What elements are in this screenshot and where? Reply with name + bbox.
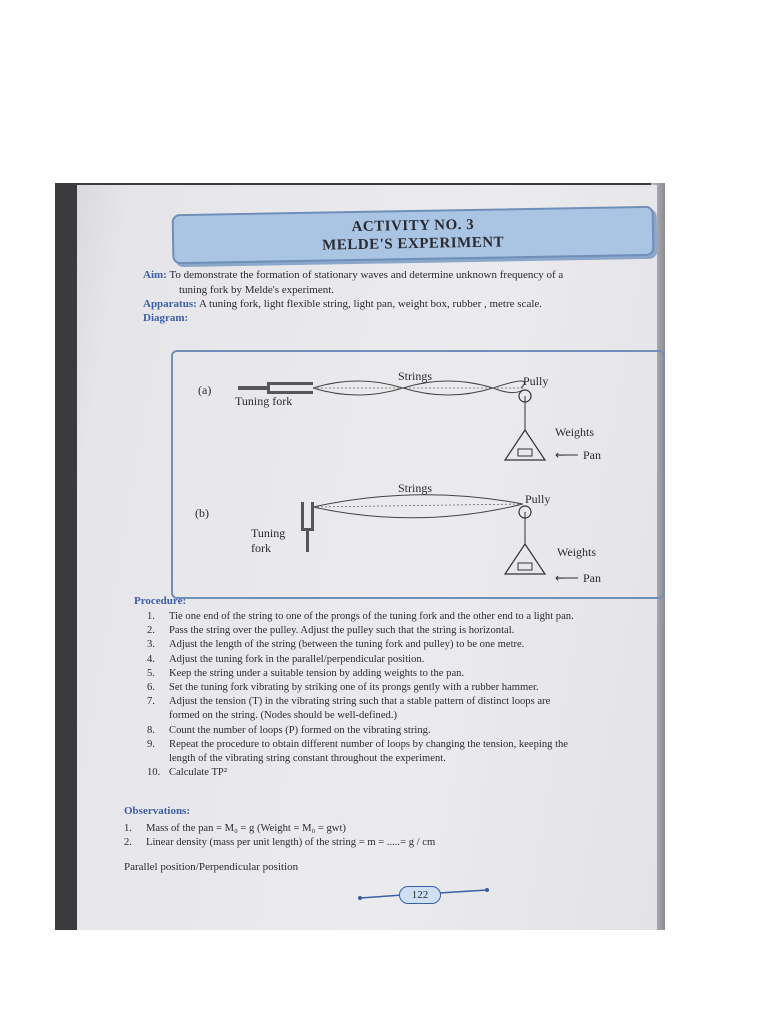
observations-label: Observations: [124, 805, 190, 817]
pan-label-b: Pan [583, 571, 601, 585]
procedure-item [147, 738, 657, 766]
page-number-ornament [355, 885, 495, 905]
procedure-item-number: 2. [147, 625, 155, 637]
procedure-label: Procedure: [134, 595, 187, 607]
apparatus-label: Apparatus: [143, 298, 197, 310]
procedure-item-line: Adjust the tuning fork in the parallel/perpendicular position. [169, 653, 425, 665]
procedure-item-text [169, 681, 539, 695]
procedure-item-line: Repeat the procedure to obtain different number of loops by changing the tension, keeping the [169, 738, 569, 750]
diagram-box [171, 350, 665, 599]
procedure-item-line: Calculate TP² [169, 767, 227, 779]
procedure-item [147, 724, 657, 738]
procedure-item-line: Adjust the length of the string (between the tuning fork and pulley) to be one metre. [169, 639, 525, 651]
activity-title: MELDE'S EXPERIMENT [322, 234, 505, 254]
string-loop-b [313, 495, 523, 518]
procedure-item [147, 653, 657, 667]
svg-text:←: ← [555, 448, 566, 462]
procedure-item-number: 1. [147, 611, 155, 622]
procedure-item-line: formed on the string. (Nodes should be well-defined.) [169, 710, 398, 722]
procedure-item-text [169, 738, 568, 766]
procedure-item-line: Adjust the tension (T) in the vibrating string such that a stable pattern of distinct loops are [169, 696, 551, 708]
procedure-item [147, 667, 657, 681]
procedure-item-line: Pass the string over the pulley. Adjust the pulley such that the string is horizontal. [169, 625, 515, 637]
procedure-item [147, 681, 657, 695]
observation-item-number: 2. [124, 837, 132, 849]
procedure-item [147, 638, 657, 652]
page-number: 122 [399, 886, 441, 904]
procedure-item-text [169, 695, 550, 723]
observation-item [124, 836, 634, 850]
apparatus-line [143, 297, 542, 311]
procedure-item-text [169, 667, 464, 681]
procedure-item-line: Keep the string under a suitable tension by adding weights to the pan. [169, 667, 465, 679]
weights-a-icon [518, 449, 532, 456]
observations-list [124, 822, 634, 850]
observation-item-text: Linear density (mass per unit length) of the string = m = .....= g / cm [146, 837, 436, 849]
pan-label-a: Pan [583, 448, 601, 462]
apparatus-text: A tuning fork, light flexible string, light pan, weight box, rubber , metre scale. [198, 298, 543, 310]
procedure-item-line: length of the vibrating string constant throughout the experiment. [169, 753, 446, 765]
procedure-item-line: Count the number of loops (P) formed on the vibrating string. [169, 724, 431, 736]
string-loops-a [313, 381, 525, 395]
strings-label-b: Strings [398, 481, 433, 495]
procedure-item-line: Tie one end of the string to one of the prongs of the tuning fork and the other end to a light pan. [169, 611, 574, 622]
procedure-item-line: Set the tuning fork vibrating by striking one of its prongs gently with a rubber hammer. [169, 682, 539, 694]
procedure-item-text [169, 766, 227, 780]
fork-label-b: fork [251, 541, 271, 555]
procedure-item-number: 9. [147, 738, 155, 750]
tuning-fork-a-icon [238, 382, 313, 394]
procedure-item-text [169, 724, 431, 738]
procedure-item-text [169, 653, 424, 667]
procedure-item-text [169, 638, 524, 652]
pully-label-b: Pully [525, 492, 551, 506]
tuning-label-b: Tuning [251, 526, 286, 540]
aim-text-2: tuning fork by Melde's experiment. [179, 284, 335, 296]
pully-label-a: Pully [523, 374, 549, 388]
weights-label-b: Weights [557, 545, 597, 559]
tuning-fork-b-icon [301, 502, 314, 552]
procedure-item [147, 695, 657, 723]
aim-line-1 [143, 268, 563, 282]
photo-background [55, 183, 665, 930]
observation-item-text: Mass of the pan = M₀ = g (Weight = M₀ = gwt) [146, 823, 346, 834]
procedure-item-number: 6. [147, 682, 155, 694]
procedure-item-number: 5. [147, 667, 155, 679]
book-page [77, 185, 657, 930]
procedure-item-number: 7. [147, 696, 155, 708]
procedure-item-number: 8. [147, 724, 155, 736]
tuning-fork-label-a: Tuning fork [235, 394, 293, 408]
label-a: (a) [198, 383, 212, 397]
procedure-item-number: 4. [147, 653, 155, 665]
observations-footer: Parallel position/Perpendicular position [124, 861, 299, 873]
observation-item [124, 822, 634, 836]
svg-text:←: ← [555, 571, 566, 585]
procedure-item-number: 3. [147, 639, 155, 651]
procedure-item [147, 766, 657, 780]
weights-b-icon [518, 563, 532, 570]
observation-item-number: 1. [124, 823, 132, 834]
aim-text-1: To demonstrate the formation of stationary waves and determine unknown frequency of a [169, 269, 564, 281]
procedure-item-text [169, 610, 574, 624]
weights-label-a: Weights [555, 425, 595, 439]
activity-title-box [172, 206, 655, 264]
aim-label: Aim: [143, 269, 167, 281]
procedure-item-text [169, 624, 514, 638]
strings-label-a: Strings [398, 369, 433, 383]
label-b: (b) [195, 506, 209, 520]
procedure-item [147, 610, 657, 624]
procedure-item-number: 10. [147, 767, 161, 779]
melde-diagram [173, 352, 663, 597]
diagram-label: Diagram: [143, 312, 189, 324]
activity-number: ACTIVITY NO. 3 [351, 216, 475, 236]
procedure-item [147, 624, 657, 638]
procedure-list [147, 610, 657, 780]
